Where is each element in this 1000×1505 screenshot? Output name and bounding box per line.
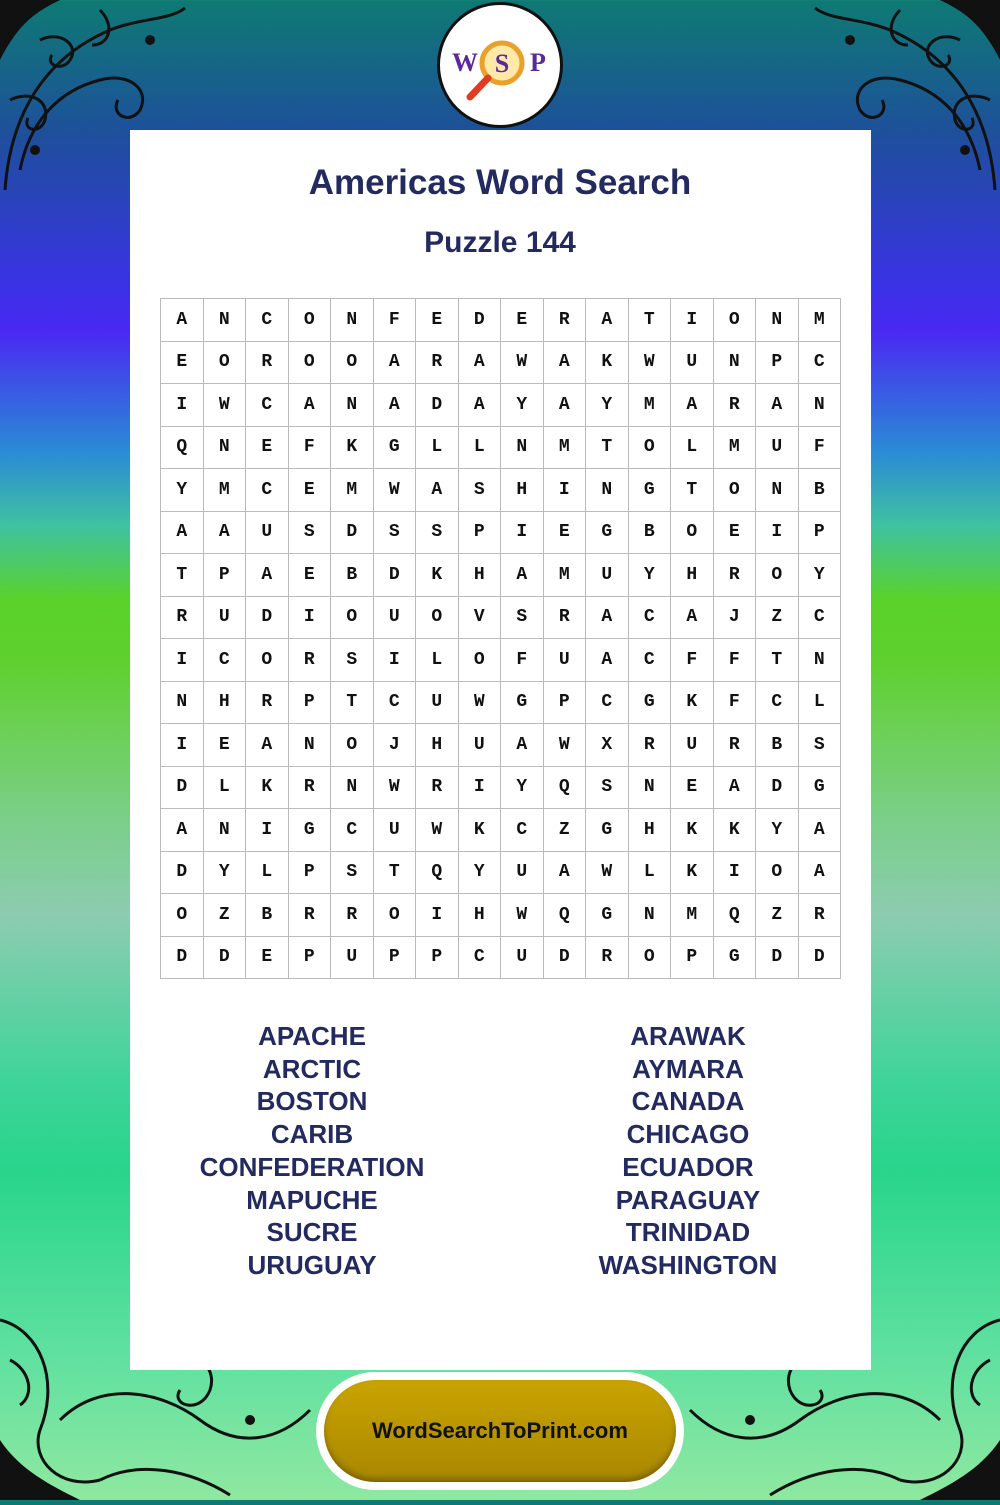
grid-cell: W — [544, 724, 587, 767]
grid-cell: A — [161, 809, 204, 852]
grid-cell: U — [374, 809, 417, 852]
grid-cell: B — [246, 894, 289, 937]
grid-cell: I — [374, 639, 417, 682]
grid-cell: L — [246, 852, 289, 895]
grid-cell: M — [671, 894, 714, 937]
grid-cell: F — [289, 427, 332, 470]
grid-cell: D — [756, 937, 799, 980]
grid-cell: E — [246, 427, 289, 470]
grid-cell: N — [756, 299, 799, 342]
grid-cell: N — [629, 894, 672, 937]
grid-cell: B — [799, 469, 842, 512]
grid-cell: U — [501, 937, 544, 980]
grid-cell: G — [714, 937, 757, 980]
grid-cell: P — [289, 682, 332, 725]
grid-cell: W — [416, 809, 459, 852]
grid-cell: K — [416, 554, 459, 597]
grid-cell: A — [161, 299, 204, 342]
grid-cell: W — [374, 469, 417, 512]
grid-cell: K — [459, 809, 502, 852]
grid-cell: Z — [756, 597, 799, 640]
grid-cell: O — [416, 597, 459, 640]
grid-cell: I — [501, 512, 544, 555]
word-list-item: BOSTON — [256, 1086, 368, 1117]
word-list-right — [518, 1020, 858, 1282]
grid-cell: D — [331, 512, 374, 555]
grid-cell: M — [629, 384, 672, 427]
grid-cell: C — [586, 682, 629, 725]
grid-cell: Z — [756, 894, 799, 937]
grid-cell: L — [671, 427, 714, 470]
grid-cell: L — [629, 852, 672, 895]
grid-cell: A — [374, 342, 417, 385]
grid-cell: I — [289, 597, 332, 640]
grid-cell: H — [459, 894, 502, 937]
website-link[interactable]: WordSearchToPrint.com — [324, 1380, 676, 1482]
grid-cell: C — [799, 342, 842, 385]
grid-cell: M — [544, 427, 587, 470]
grid-cell: N — [331, 384, 374, 427]
grid-cell: U — [416, 682, 459, 725]
grid-cell: T — [586, 427, 629, 470]
grid-cell: U — [204, 597, 247, 640]
grid-cell: S — [331, 639, 374, 682]
grid-cell: F — [374, 299, 417, 342]
grid-cell: O — [331, 597, 374, 640]
grid-cell: A — [544, 384, 587, 427]
grid-cell: W — [204, 384, 247, 427]
grid-cell: E — [289, 469, 332, 512]
grid-cell: P — [416, 937, 459, 980]
grid-cell: C — [331, 809, 374, 852]
grid-cell: Y — [161, 469, 204, 512]
grid-cell: T — [161, 554, 204, 597]
grid-cell: A — [374, 384, 417, 427]
letter-grid — [160, 298, 841, 979]
website-badge[interactable] — [316, 1372, 684, 1490]
grid-cell: R — [544, 597, 587, 640]
grid-cell: A — [544, 342, 587, 385]
grid-cell: E — [544, 512, 587, 555]
logo-letter-p: P — [530, 48, 546, 77]
grid-cell: S — [459, 469, 502, 512]
grid-cell: Y — [799, 554, 842, 597]
grid-cell: T — [671, 469, 714, 512]
grid-cell: E — [246, 937, 289, 980]
grid-cell: F — [714, 682, 757, 725]
grid-cell: U — [331, 937, 374, 980]
grid-cell: Y — [459, 852, 502, 895]
grid-cell: N — [289, 724, 332, 767]
grid-cell: S — [416, 512, 459, 555]
grid-cell: O — [629, 427, 672, 470]
grid-cell: U — [671, 724, 714, 767]
grid-cell: W — [374, 767, 417, 810]
grid-cell: D — [799, 937, 842, 980]
grid-cell: L — [799, 682, 842, 725]
grid-cell: N — [204, 809, 247, 852]
grid-cell: I — [161, 639, 204, 682]
grid-cell: Y — [586, 384, 629, 427]
logo-letter-w: W — [452, 48, 478, 77]
word-list-item: CANADA — [631, 1086, 745, 1117]
grid-cell: I — [714, 852, 757, 895]
grid-cell: G — [374, 427, 417, 470]
grid-cell: O — [331, 342, 374, 385]
grid-cell: R — [714, 554, 757, 597]
grid-cell: I — [756, 512, 799, 555]
grid-cell: Y — [756, 809, 799, 852]
grid-cell: P — [671, 937, 714, 980]
grid-cell: R — [289, 639, 332, 682]
grid-cell: R — [416, 342, 459, 385]
grid-cell: N — [204, 299, 247, 342]
grid-cell: G — [501, 682, 544, 725]
word-list-item: CARIB — [270, 1119, 354, 1150]
grid-cell: N — [756, 469, 799, 512]
grid-cell: R — [586, 937, 629, 980]
grid-cell: D — [416, 384, 459, 427]
grid-cell: C — [629, 597, 672, 640]
grid-cell: O — [629, 937, 672, 980]
grid-cell: F — [501, 639, 544, 682]
grid-cell: F — [671, 639, 714, 682]
grid-cell: O — [714, 469, 757, 512]
grid-cell: R — [289, 767, 332, 810]
grid-cell: K — [671, 682, 714, 725]
grid-cell: B — [756, 724, 799, 767]
grid-cell: I — [161, 384, 204, 427]
grid-cell: W — [586, 852, 629, 895]
grid-cell: D — [161, 767, 204, 810]
grid-cell: L — [416, 427, 459, 470]
grid-cell: U — [544, 639, 587, 682]
grid-cell: C — [629, 639, 672, 682]
word-list-item: ARAWAK — [630, 1021, 746, 1051]
grid-cell: C — [501, 809, 544, 852]
grid-cell: K — [714, 809, 757, 852]
grid-cell: A — [459, 342, 502, 385]
grid-cell: O — [671, 512, 714, 555]
grid-cell: C — [246, 469, 289, 512]
grid-cell: E — [501, 299, 544, 342]
grid-cell: R — [714, 724, 757, 767]
logo-letter-s: S — [494, 49, 510, 78]
grid-cell: P — [756, 342, 799, 385]
grid-cell: J — [714, 597, 757, 640]
grid-cell: W — [629, 342, 672, 385]
grid-cell: G — [799, 767, 842, 810]
word-list-item: ECUADOR — [622, 1151, 754, 1182]
word-list-item: WASHINGTON — [598, 1249, 778, 1280]
grid-cell: A — [544, 852, 587, 895]
grid-cell: T — [331, 682, 374, 725]
grid-cell: G — [586, 512, 629, 555]
word-list-item: PARAGUAY — [615, 1184, 761, 1215]
grid-cell: M — [204, 469, 247, 512]
grid-cell: U — [586, 554, 629, 597]
grid-cell: S — [501, 597, 544, 640]
grid-cell: A — [501, 554, 544, 597]
grid-cell: P — [544, 682, 587, 725]
grid-cell: A — [501, 724, 544, 767]
grid-cell: D — [161, 937, 204, 980]
grid-cell: M — [714, 427, 757, 470]
word-list-item: ARCTIC — [262, 1053, 362, 1084]
grid-cell: F — [714, 639, 757, 682]
grid-cell: C — [246, 384, 289, 427]
grid-cell: P — [289, 937, 332, 980]
grid-cell: C — [204, 639, 247, 682]
grid-cell: Q — [416, 852, 459, 895]
grid-cell: S — [799, 724, 842, 767]
grid-cell: D — [756, 767, 799, 810]
grid-cell: N — [331, 299, 374, 342]
grid-cell: N — [799, 639, 842, 682]
grid-cell: S — [331, 852, 374, 895]
grid-cell: A — [756, 384, 799, 427]
grid-cell: R — [161, 597, 204, 640]
grid-cell: P — [289, 852, 332, 895]
grid-cell: D — [161, 852, 204, 895]
grid-cell: M — [544, 554, 587, 597]
grid-cell: E — [204, 724, 247, 767]
grid-cell: N — [331, 767, 374, 810]
grid-cell: M — [331, 469, 374, 512]
grid-cell: N — [204, 427, 247, 470]
grid-cell: N — [161, 682, 204, 725]
grid-cell: I — [459, 767, 502, 810]
grid-cell: K — [671, 852, 714, 895]
grid-cell: O — [289, 342, 332, 385]
grid-cell: E — [289, 554, 332, 597]
grid-cell: Z — [544, 809, 587, 852]
grid-cell: V — [459, 597, 502, 640]
grid-cell: Q — [544, 894, 587, 937]
grid-cell: Q — [714, 894, 757, 937]
grid-cell: N — [799, 384, 842, 427]
grid-cell: A — [161, 512, 204, 555]
grid-cell: E — [714, 512, 757, 555]
grid-cell: H — [204, 682, 247, 725]
grid-cell: P — [374, 937, 417, 980]
grid-cell: T — [756, 639, 799, 682]
grid-cell: R — [289, 894, 332, 937]
grid-cell: L — [204, 767, 247, 810]
grid-cell: W — [459, 682, 502, 725]
grid-cell: Q — [161, 427, 204, 470]
grid-cell: R — [246, 342, 289, 385]
grid-cell: P — [204, 554, 247, 597]
grid-cell: S — [289, 512, 332, 555]
grid-cell: Y — [501, 767, 544, 810]
grid-cell: K — [331, 427, 374, 470]
grid-cell: P — [799, 512, 842, 555]
grid-cell: G — [586, 809, 629, 852]
grid-cell: U — [374, 597, 417, 640]
word-list-item: SUCRE — [266, 1217, 358, 1248]
word-list-left — [142, 1020, 482, 1282]
grid-cell: I — [416, 894, 459, 937]
grid-cell: K — [586, 342, 629, 385]
grid-cell: L — [416, 639, 459, 682]
word-list-item: MAPUCHE — [246, 1184, 378, 1215]
grid-cell: A — [246, 554, 289, 597]
grid-cell: I — [671, 299, 714, 342]
grid-cell: H — [629, 809, 672, 852]
grid-cell: Z — [204, 894, 247, 937]
grid-cell: O — [756, 852, 799, 895]
grid-cell: X — [586, 724, 629, 767]
grid-cell: I — [161, 724, 204, 767]
grid-cell: U — [671, 342, 714, 385]
grid-cell: U — [459, 724, 502, 767]
grid-cell: B — [629, 512, 672, 555]
grid-cell: N — [586, 469, 629, 512]
grid-cell: D — [544, 937, 587, 980]
grid-cell: W — [501, 894, 544, 937]
grid-cell: T — [374, 852, 417, 895]
grid-cell: A — [799, 809, 842, 852]
grid-cell: C — [246, 299, 289, 342]
grid-cell: Y — [204, 852, 247, 895]
grid-cell: C — [459, 937, 502, 980]
grid-cell: K — [246, 767, 289, 810]
grid-cell: A — [799, 852, 842, 895]
grid-cell: W — [501, 342, 544, 385]
grid-cell: G — [289, 809, 332, 852]
grid-cell: D — [459, 299, 502, 342]
grid-cell: T — [629, 299, 672, 342]
grid-cell: Y — [629, 554, 672, 597]
grid-cell: O — [459, 639, 502, 682]
grid-cell: R — [714, 384, 757, 427]
grid-cell: A — [204, 512, 247, 555]
grid-cell: R — [246, 682, 289, 725]
grid-cell: L — [459, 427, 502, 470]
grid-cell: C — [756, 682, 799, 725]
grid-cell: Y — [501, 384, 544, 427]
grid-cell: C — [799, 597, 842, 640]
grid-cell: O — [756, 554, 799, 597]
grid-cell: Q — [544, 767, 587, 810]
grid-cell: O — [331, 724, 374, 767]
grid-cell: N — [501, 427, 544, 470]
grid-cell: H — [501, 469, 544, 512]
wsp-logo — [437, 2, 563, 128]
grid-cell: G — [586, 894, 629, 937]
grid-cell: R — [331, 894, 374, 937]
grid-cell: D — [374, 554, 417, 597]
grid-cell: R — [799, 894, 842, 937]
grid-cell: E — [161, 342, 204, 385]
grid-cell: K — [671, 809, 714, 852]
grid-cell: H — [416, 724, 459, 767]
grid-cell: I — [246, 809, 289, 852]
grid-cell: C — [374, 682, 417, 725]
grid-cell: I — [544, 469, 587, 512]
grid-cell: N — [629, 767, 672, 810]
grid-cell: O — [204, 342, 247, 385]
grid-cell: H — [459, 554, 502, 597]
grid-cell: S — [586, 767, 629, 810]
grid-cell: M — [799, 299, 842, 342]
word-list-item: TRINIDAD — [625, 1217, 751, 1248]
grid-cell: A — [586, 639, 629, 682]
grid-cell: O — [289, 299, 332, 342]
grid-cell: R — [629, 724, 672, 767]
grid-cell: S — [374, 512, 417, 555]
word-list-item: URUGUAY — [247, 1249, 377, 1280]
grid-cell: R — [416, 767, 459, 810]
grid-cell: A — [714, 767, 757, 810]
grid-cell: O — [161, 894, 204, 937]
grid-cell: D — [204, 937, 247, 980]
grid-cell: U — [501, 852, 544, 895]
grid-cell: J — [374, 724, 417, 767]
grid-cell: U — [756, 427, 799, 470]
grid-cell: E — [416, 299, 459, 342]
page-title: Americas Word Search — [308, 163, 692, 202]
grid-cell: A — [289, 384, 332, 427]
grid-cell: R — [544, 299, 587, 342]
grid-cell: A — [671, 597, 714, 640]
grid-cell: H — [671, 554, 714, 597]
grid-cell: A — [586, 299, 629, 342]
grid-cell: B — [331, 554, 374, 597]
grid-cell: A — [671, 384, 714, 427]
grid-cell: A — [586, 597, 629, 640]
word-list-item: AYMARA — [632, 1053, 744, 1084]
grid-cell: G — [629, 469, 672, 512]
puzzle-number: Puzzle 144 — [424, 226, 576, 259]
grid-cell: A — [459, 384, 502, 427]
grid-cell: N — [714, 342, 757, 385]
grid-cell: O — [714, 299, 757, 342]
grid-cell: O — [374, 894, 417, 937]
word-list-item: APACHE — [258, 1021, 366, 1051]
grid-cell: E — [671, 767, 714, 810]
grid-cell: P — [459, 512, 502, 555]
grid-cell: F — [799, 427, 842, 470]
grid-cell: O — [246, 639, 289, 682]
grid-cell: U — [246, 512, 289, 555]
grid-cell: A — [416, 469, 459, 512]
word-list-item: CONFEDERATION — [199, 1151, 425, 1182]
word-list-item: CHICAGO — [626, 1119, 750, 1150]
grid-cell: A — [246, 724, 289, 767]
grid-cell: D — [246, 597, 289, 640]
grid-cell: G — [629, 682, 672, 725]
